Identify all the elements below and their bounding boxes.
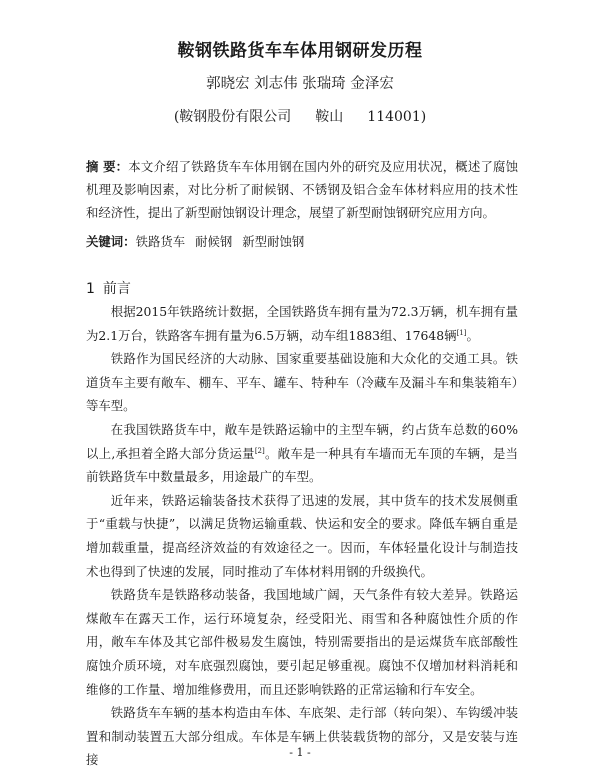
section-title: 前言 bbox=[102, 281, 131, 297]
paper-title: 鞍钢铁路货车车体用钢研发历程 bbox=[177, 41, 423, 61]
author-list: 郭晓宏 刘志伟 张瑞琦 金泽宏 bbox=[206, 76, 394, 92]
paragraph-text: 。敞车是一种具有车墙而无车顶的车辆，是当前铁路货车中数量最多，用途最广的车型。 bbox=[86, 445, 518, 485]
page-number: - 1 - bbox=[289, 746, 311, 759]
affiliation bbox=[0, 106, 600, 126]
paragraph-text: 根据2015年铁路统计数据，全国铁路货车拥有量为72.3万辆，机车拥有量为2.1万台，铁路客车拥有量为6.5万辆，动车组1883组、17648辆 bbox=[86, 304, 518, 343]
paragraph-text: 在我国铁路货车中，敞车是铁路运输中的主型车辆，约占货车总数的60%以上,承担着全路大部分货运量 bbox=[86, 421, 518, 461]
affiliation-postcode: 114001) bbox=[367, 109, 427, 125]
keyword-item: 新型耐蚀钢 bbox=[242, 234, 305, 249]
paragraph-text: 。 bbox=[466, 327, 479, 343]
abstract-label: 摘 要： bbox=[86, 159, 129, 174]
paragraph-1 bbox=[86, 300, 518, 347]
keyword-item: 耐候钢 bbox=[195, 234, 233, 249]
paragraph-3 bbox=[86, 418, 518, 489]
paragraph-2: 铁路作为国民经济的大动脉、国家重要基础设施和大众化的交通工具。铁道货车主要有敞车、棚车、平车、罐车、特种车（冷藏车及漏斗车和集装箱车）等车型。 bbox=[86, 351, 518, 414]
paragraph-4: 近年来，铁路运输装备技术获得了迅速的发展，其中货车的技术发展侧重于“重载与快捷”，以满足货物运输重载、快运和安全的要求。降低车辆自重是增加载重量，提高经济效益的有效途径之一。因而，车体轻量化设计与制造技术也得到了快速的发展，同时推动了车体材料用钢的升级换代。 bbox=[86, 492, 518, 579]
paragraph-6: 铁路货车车辆的基本构造由车体、车底架、走行部（转向架）、车钩缓冲装置和制动装置五大部分组成。车体是车辆上供装载货物的部分，又是安装与连接 bbox=[86, 705, 518, 768]
section-heading bbox=[86, 278, 131, 298]
citation-ref[interactable]: [1] bbox=[456, 328, 467, 337]
keyword-item: 铁路货车 bbox=[135, 234, 186, 249]
paragraph-5: 铁路货车是铁路移动装备，我国地域广阔，天气条件有较大差异。铁路运煤敞车在露天工作，运行环境复杂，经受阳光、雨雪和各种腐蚀性介质的作用，敞车车体及其它部件极易发生腐蚀，特别需要指出的是运煤货车底部酸性腐蚀介质环境，对车底强烈腐蚀，要引起足够重视。腐蚀不仅增加材料消耗和维修的工作量、增加维修费用，而且还影响铁路的正常运输和行车安全。 bbox=[86, 587, 518, 697]
body-text bbox=[86, 300, 518, 772]
citation-ref[interactable]: [2] bbox=[254, 446, 265, 455]
section-number: 1 bbox=[86, 281, 95, 297]
abstract bbox=[86, 155, 518, 224]
affiliation-city: 鞍山 bbox=[315, 109, 344, 125]
abstract-text: 本文介绍了铁路货车车体用钢在国内外的研究及应用状况，概述了腐蚀机理及影响因素，对比分析了耐候钢、不锈钢及铝合金车体材料应用的技术性和经济性，提出了新型耐蚀钢设计理念，展望了新型耐蚀钢研究应用方向。 bbox=[86, 159, 518, 220]
keywords-label: 关键词： bbox=[86, 234, 136, 249]
affiliation-org: (鞍钢股份有限公司 bbox=[173, 109, 292, 125]
keywords bbox=[86, 230, 518, 253]
